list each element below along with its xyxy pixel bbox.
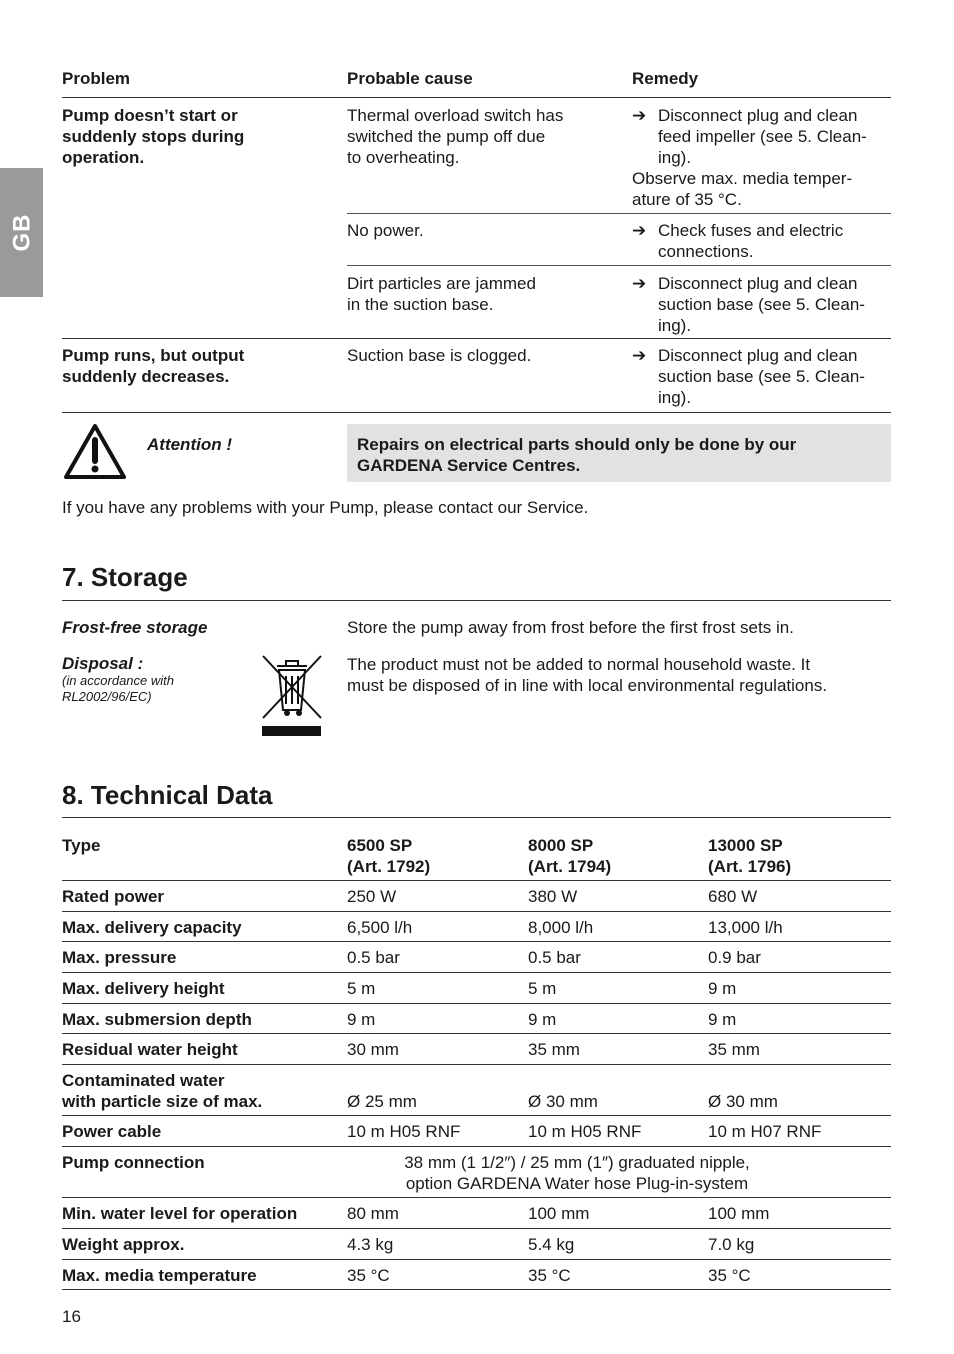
divider (62, 911, 891, 912)
remedy-cell: ➔ Disconnect plug and clean feed impeller (see 5. Clean- ing). Observe max. media temper- ature of 35 °C. (632, 106, 867, 209)
technical-heading: 8. Technical Data (62, 780, 273, 810)
cause-cell: Dirt particles are jammed in the suction base. (347, 274, 536, 314)
divider (62, 338, 891, 339)
problem-cell: Pump runs, but output suddenly decreases. (62, 346, 245, 386)
remedy-cell: ➔ Disconnect plug and clean suction base (see 5. Clean- ing). (632, 274, 865, 335)
crossed-out-bin-icon (259, 652, 325, 738)
type-label: Type (62, 836, 101, 855)
header-problem: Problem (62, 69, 131, 88)
divider (62, 1033, 891, 1034)
divider (62, 1064, 891, 1065)
divider (347, 265, 891, 266)
header-remedy: Remedy (632, 69, 699, 88)
disposal-text: The product must not be added to normal household waste. It must be disposed of in line with local environmental regulations. (347, 655, 828, 695)
remedy-cell: ➔ Disconnect plug and clean suction base (see 5. Clean- ing). (632, 346, 865, 407)
cause-cell: No power. (347, 221, 424, 240)
frost-label: Frost-free storage (62, 618, 208, 637)
storage-heading: 7. Storage (62, 562, 188, 592)
divider (62, 97, 891, 98)
divider (62, 1259, 891, 1260)
remedy-cell: ➔ Check fuses and electric connections. (632, 221, 844, 261)
cause-cell: Thermal overload switch has switched the pump off due to overheating. (347, 106, 564, 167)
disposal-label: Disposal : (62, 654, 144, 673)
divider (62, 817, 891, 818)
warning-icon (63, 423, 127, 480)
language-tab (0, 168, 43, 297)
language-tab-label: GB (8, 213, 35, 252)
model-6500: 6500 SP (Art. 1792) (347, 836, 431, 876)
header-cause: Probable cause (347, 69, 473, 88)
divider (62, 1197, 891, 1198)
divider (62, 972, 891, 973)
divider (62, 600, 891, 601)
arrow-icon: ➔ (632, 346, 647, 365)
arrow-icon: ➔ (632, 106, 647, 125)
cause-cell: Suction base is clogged. (347, 346, 532, 365)
problem-cell: Pump doesn’t start or suddenly stops during operation. (62, 106, 245, 167)
divider (62, 1115, 891, 1116)
divider (347, 213, 891, 214)
divider (62, 1003, 891, 1004)
divider (62, 1289, 891, 1290)
arrow-icon: ➔ (632, 221, 647, 240)
model-8000: 8000 SP (Art. 1794) (528, 836, 612, 876)
page-number: 16 (62, 1307, 81, 1326)
frost-text: Store the pump away from frost before the first frost sets in. (347, 618, 794, 637)
attention-label: Attention ! (147, 435, 232, 454)
contact-text: If you have any problems with your Pump, please contact our Service. (62, 498, 589, 517)
divider (62, 1146, 891, 1147)
divider (62, 1228, 891, 1229)
attention-text: Repairs on electrical parts should only be done by our GARDENA Service Centres. (357, 435, 797, 475)
model-13000: 13000 SP (Art. 1796) (708, 836, 792, 876)
arrow-icon: ➔ (632, 274, 647, 293)
divider (62, 412, 891, 413)
disposal-note: (in accordance with RL2002/96/EC) (62, 673, 174, 704)
divider (62, 880, 891, 881)
divider (62, 941, 891, 942)
attention-box (347, 424, 891, 482)
